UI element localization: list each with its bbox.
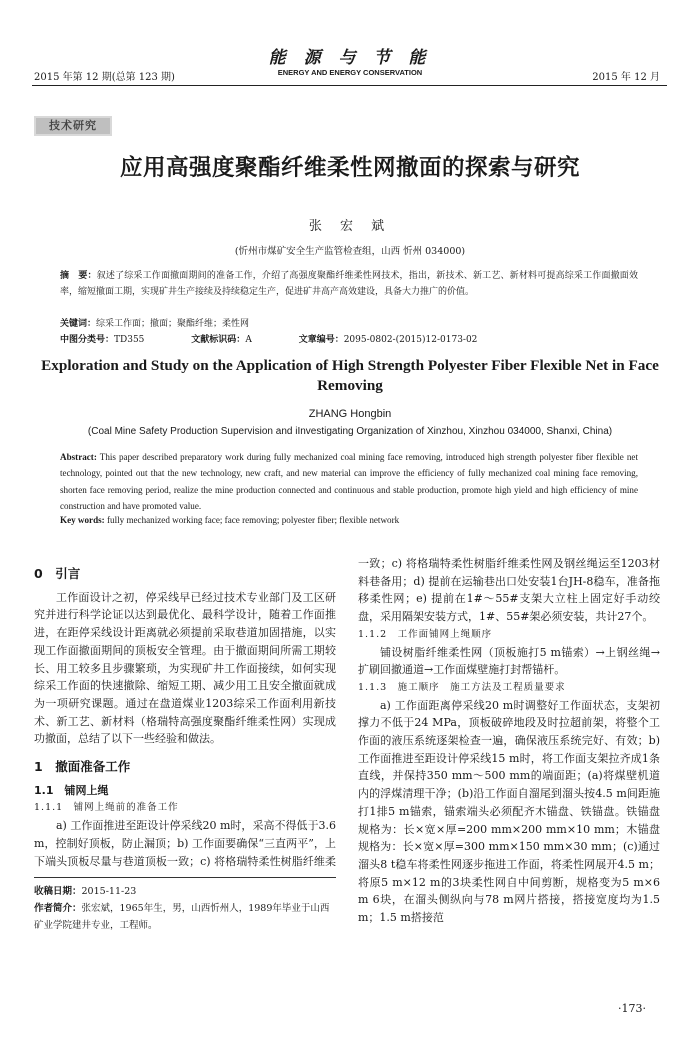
keywords-cn-text: 综采工作面；撤面；聚酯纤维；柔性网 — [96, 319, 250, 329]
abstract-en — [60, 449, 638, 515]
subsection-heading-1-1-3: 1.1.3 施工顺序 施工方法及工程质量要求 — [358, 681, 566, 693]
paragraph-1-1-3: a) 工作面距离停采线20 m时调整好工作面状态，支架初撑力不低于24 MPa，顶板破碎地段及时拉超前架，将整个工作面的液压系统逐架检查一遍，确保液压系统完好、有效；b) 工作面推进至距设计停采线15 m时，将工作面支架拉齐成1条直线，并保持350 mm～500 mm的端面距；(a)将煤壁机道内的浮煤清理干净；(b)沿工作面自溜尾到溜头按4.5 m间距施打1排5 m锚索，锚索端头必须配齐木锚盘、铁锚盘。铁锚盘规格为：长×宽×厚=200 mm×200 mm×10 mm；木锚盘规格为：长×宽×厚=300 mm×150 mm×30 mm；(c)通过溜头8 t稳车将柔性网逐步拖进工作面，将柔性网展开4.5 m；将原5 m×12 m的3块柔性网自中间剪断，规格变为5 m×6 m 6块，在溜头侧纵向与78 m网片搭接，搭接宽度均为1.5 m；1.5 m搭接范 — [358, 698, 660, 925]
clc-value: TD355 — [114, 335, 145, 345]
abstract-cn — [60, 268, 638, 300]
abstract-cn-text: 叙述了综采工作面撤面期间的准备工作，介绍了高强度聚酯纤维柔性网技术，指出，新技术、新工艺、新材料可提高综采工作面撤面效率，缩短撤面工期，实现矿井生产接续及持续稳定生产，促进矿井高产高效建设，具备大力推广的价值。 — [60, 271, 638, 297]
received-date: 2015-11-23 — [81, 886, 137, 897]
journal-name-cn: 能 源 与 节 能 — [268, 48, 432, 68]
author-en: ZHANG Hongbin — [308, 408, 392, 420]
body-left-column — [34, 551, 336, 870]
received-label: 收稿日期： — [34, 886, 82, 897]
section-heading-preparation: 1 撤面准备工作 — [34, 759, 131, 775]
journal-name-en: ENERGY AND ENERGY CONSERVATION — [277, 68, 423, 77]
paragraph-1-1-2: 铺设树脂纤维柔性网（顶板施打5 m锚索）→上钢丝绳→扩刷回撤通道→工作面煤壁施打封帮锚杆。 — [358, 645, 660, 677]
paragraph-1-1-1-end: 一致；c) 将格瑞特柔性树脂纤维柔性网及钢丝绳运至1203材料巷备用；d) 提前在运输巷出口处安装1台JH-8稳车，准备拖移柔性网；e) 提前在1#～55#支架大立柱上固定好手动绞盘，采用隔架安装方式，1#、55#架必须安装，共计27个。 — [358, 557, 660, 624]
clc-label: 中图分类号： — [60, 335, 115, 345]
keywords-en-label: Key words: — [60, 515, 105, 525]
article-no-label: 文章编号： — [298, 335, 344, 345]
footnote-rule — [34, 877, 336, 878]
classification-line — [60, 332, 660, 345]
subsection-heading-1-1-1: 1.1.1 铺网上绳前的准备工作 — [34, 802, 179, 814]
affiliation-en: (Coal Mine Safety Production Supervision and iInvestigating Organization of Xinzhou, Xinzhou 034000, Shanxi, China) — [87, 426, 613, 437]
journal-issue: 2015 年第 12 期(总第 123 期) — [34, 72, 175, 83]
author-bio: 张宏斌，1965年生，男，山西忻州人，1989年毕业于山西矿业学院建井专业，工程师。 — [34, 903, 330, 931]
keywords-en-text: fully mechanized working face; face removing; polyester fiber; flexible network — [107, 515, 400, 525]
page-number: ·173· — [618, 1002, 646, 1015]
author-cn: 张 宏 斌 — [308, 219, 392, 234]
introduction-paragraph: 工作面设计之初，停采线早已经过技术专业部门及工区研究并进行科学论证以达到最优化、最科学设计，随着工作面推进，在距停采线设计距离就必须提前采取巷道加固措施，以实现工作面撤面期间的顶板安全管理。由于撤面期间所需工期较长、用工较多且步骤繁琐，为实现矿井工作面接续，如何实现综采工作面的快速撤除、缩短工期、减少用工且安全撤面就成为一项研究课题。通过在盘道煤业1203综采工作面利用新技术、新工艺、新材料（格瑞特高强度聚酯纤维柔性网）实现成功撤面，总结了以下一些经验和做法。 — [34, 590, 336, 746]
section-heading-introduction: 0 引言 — [34, 566, 81, 581]
doc-code-value: A — [245, 335, 252, 345]
title-en: Exploration and Study on the Application of High Strength Polyester Fiber Flexible Net in Face Removing — [41, 357, 659, 394]
subsection-heading-1-1-2: 1.1.2 工作面铺网上绳顺序 — [358, 628, 493, 640]
body-right-column — [358, 555, 660, 927]
affiliation-cn: (忻州市煤矿安全生产监管检查组，山西 忻州 034000) — [234, 246, 466, 257]
article-no-value: 2095-0802-(2015)12-0173-02 — [343, 335, 478, 345]
keywords-cn — [60, 316, 249, 329]
keywords-cn-label: 关键词： — [60, 319, 97, 329]
title-cn: 应用高强度聚酯纤维柔性网撤面的探索与研究 — [119, 155, 580, 181]
abstract-en-label: Abstract: — [60, 452, 97, 462]
author-bio-label: 作者简介： — [34, 903, 82, 914]
abstract-cn-label: 摘 要： — [60, 271, 97, 281]
doc-code-label: 文献标识码： — [191, 335, 246, 345]
subsection-heading-1-1: 1.1 铺网上绳 — [34, 783, 109, 797]
footnote — [34, 883, 336, 934]
issue-date: 2015 年 12 月 — [592, 72, 660, 83]
keywords-en — [60, 515, 399, 525]
journal-logo — [250, 48, 450, 78]
section-tag: 技术研究 — [34, 116, 112, 136]
abstract-en-text: This paper described preparatory work during fully mechanized coal mining face removing, introduced high strength polyester fiber flexible net technology, pointed out that the new technology, new craft, and new material can improve the efficiency of fully mechanized coal mining face removing, shorten face removing period, realize the mine production connected and continuous and stable production, promote high yield and high efficiency of mine construction and have promoted value. — [60, 452, 638, 512]
paragraph-1-1-1-start: a) 工作面推进至距设计停采线20 m时，采高不得低于3.6 m，控制好顶板，防止漏顶；b) 工作面要确保“三直两平”，上下端头顶板尽量与巷道顶板一致；c) 将格瑞特柔性树脂纤维柔 — [34, 819, 336, 868]
header-rule — [32, 85, 667, 86]
